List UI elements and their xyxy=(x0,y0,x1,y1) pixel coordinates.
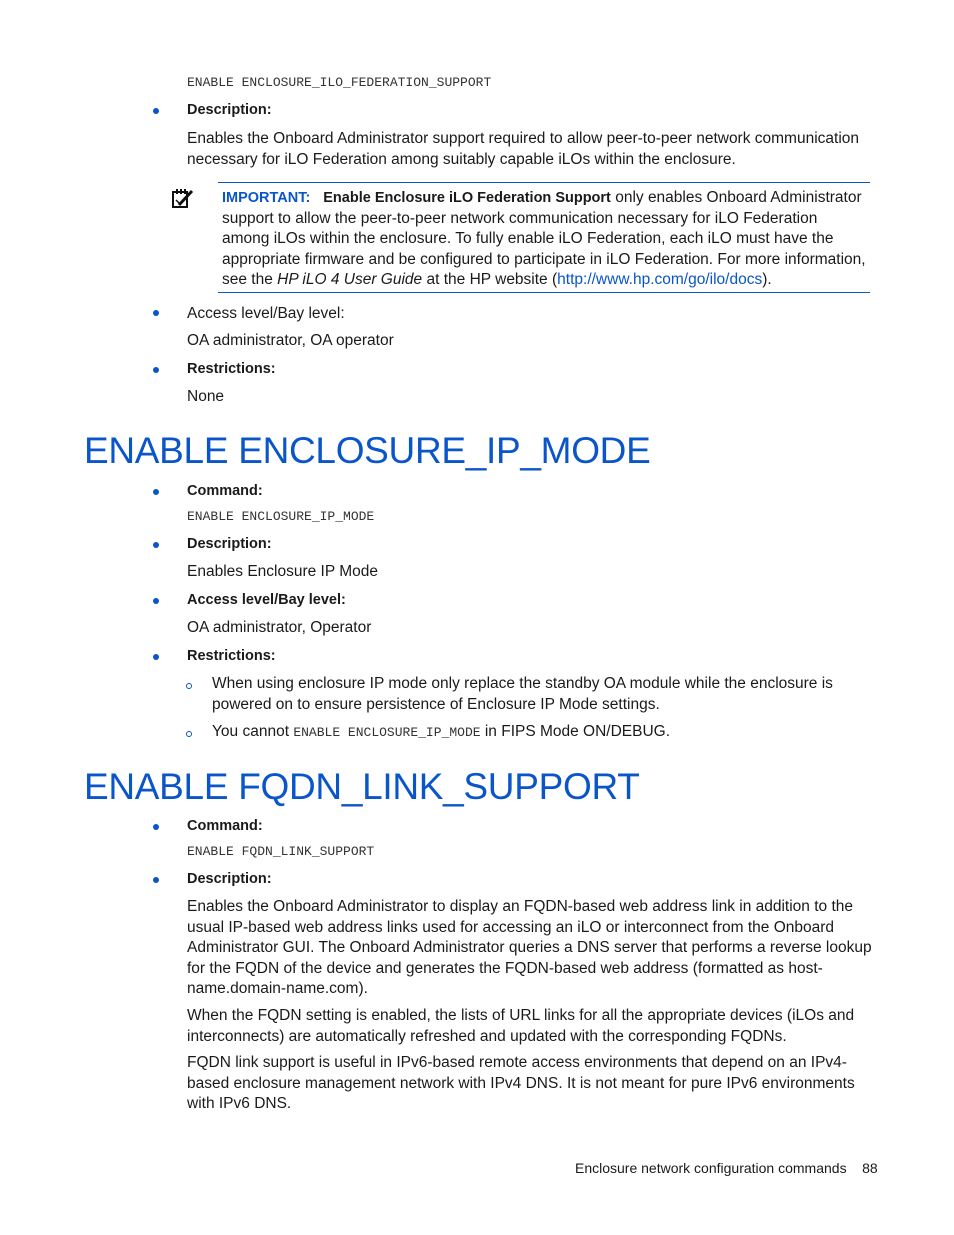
ilo-docs-link[interactable]: http://www.hp.com/go/ilo/docs xyxy=(557,271,763,288)
bullet-icon xyxy=(152,367,162,377)
restriction-code: ENABLE ENCLOSURE_IP_MODE xyxy=(293,725,481,740)
sub-bullet-icon xyxy=(186,683,196,693)
note-label: IMPORTANT: xyxy=(222,190,311,206)
page-footer xyxy=(575,1158,878,1178)
restriction-item xyxy=(212,722,670,744)
restriction-item: When using enclosure IP mode only replace the standby OA module while the enclosure is powered on to ensure persistence of Enclosure IP Mode settings. xyxy=(212,675,833,713)
access-label: Access level/Bay level: xyxy=(187,305,345,322)
description-paragraph: FQDN link support is useful in IPv6-based remote access environments that depend on an IPv4-based enclosure management network with IPv4 DNS. It is not meant for pure IPv6 environments with IPv6 DNS. xyxy=(187,1054,855,1112)
access-label: Access level/Bay level: xyxy=(187,592,346,608)
note-bottom-rule xyxy=(218,292,870,293)
page-number: 88 xyxy=(862,1160,878,1176)
description-label: Description: xyxy=(187,536,272,552)
section-heading-fqdn: ENABLE FQDN_LINK_SUPPORT xyxy=(84,766,640,807)
note-text-3: ). xyxy=(762,271,772,288)
description-text: Enables the Onboard Administrator support required to allow peer-to-peer network communication necessary for iLO Federation among suitably capable iLOs within the enclosure. xyxy=(187,130,860,168)
description-paragraph: Enables the Onboard Administrator to display an FQDN-based web address link in addition to the usual IP-based web address links used for accessing an iLO or interconnect from the Onboard Administrator GUI. The Onboard Administrator queries a DNS server that performs a reverse lookup for the FQDN of the device and generates the FQDN-based web address (formatted as host-name.domain-name.com). xyxy=(187,898,872,997)
note-italic-text: HP iLO 4 User Guide xyxy=(277,271,423,288)
bullet-icon xyxy=(152,108,162,118)
access-value: OA administrator, OA operator xyxy=(187,332,394,349)
note-text-2: at the HP website ( xyxy=(422,271,558,288)
description-text: Enables Enclosure IP Mode xyxy=(187,563,378,580)
description-label: Description: xyxy=(187,871,272,887)
bullet-icon xyxy=(152,542,162,552)
note-text-1: only enables Onboard Administrator support to allow the peer-to-peer network communication necessary for iLO Federation among iLOs within the enclosure. To fully enable iLO Federation, each iLO must have the appropriate firmware and be configured to participate in iLO Federation. For more information, see the xyxy=(222,189,866,288)
sub-bullet-icon xyxy=(186,731,196,741)
command-label: Command: xyxy=(187,483,263,499)
command-code: ENABLE ENCLOSURE_ILO_FEDERATION_SUPPORT xyxy=(187,75,492,90)
bullet-icon xyxy=(152,598,162,608)
bullet-icon xyxy=(152,877,162,887)
restrictions-label: Restrictions: xyxy=(187,361,276,377)
command-code: ENABLE FQDN_LINK_SUPPORT xyxy=(187,844,375,859)
description-label: Description: xyxy=(187,102,272,118)
bullet-icon xyxy=(152,654,162,664)
footer-section-title: Enclosure network configuration commands xyxy=(575,1160,847,1176)
bullet-icon xyxy=(152,824,162,834)
bullet-icon xyxy=(152,310,162,320)
restrictions-label: Restrictions: xyxy=(187,648,276,664)
note-bold-text: Enable Enclosure iLO Federation Support xyxy=(323,190,611,206)
note-top-rule xyxy=(218,182,870,183)
description-paragraph: When the FQDN setting is enabled, the lists of URL links for all the appropriate devices (iLOs and interconnects) are automatically refreshed and updated with the corresponding FQDNs. xyxy=(187,1007,855,1045)
restriction-text: in FIPS Mode ON/DEBUG. xyxy=(480,723,671,740)
access-value: OA administrator, Operator xyxy=(187,619,372,636)
restrictions-value: None xyxy=(187,388,225,405)
important-note-icon xyxy=(171,188,195,215)
command-code: ENABLE ENCLOSURE_IP_MODE xyxy=(187,509,375,524)
section-heading-ip-mode: ENABLE ENCLOSURE_IP_MODE xyxy=(84,430,651,471)
restriction-text: You cannot xyxy=(212,723,294,740)
command-label: Command: xyxy=(187,818,263,834)
important-note xyxy=(222,188,867,291)
bullet-icon xyxy=(152,489,162,499)
